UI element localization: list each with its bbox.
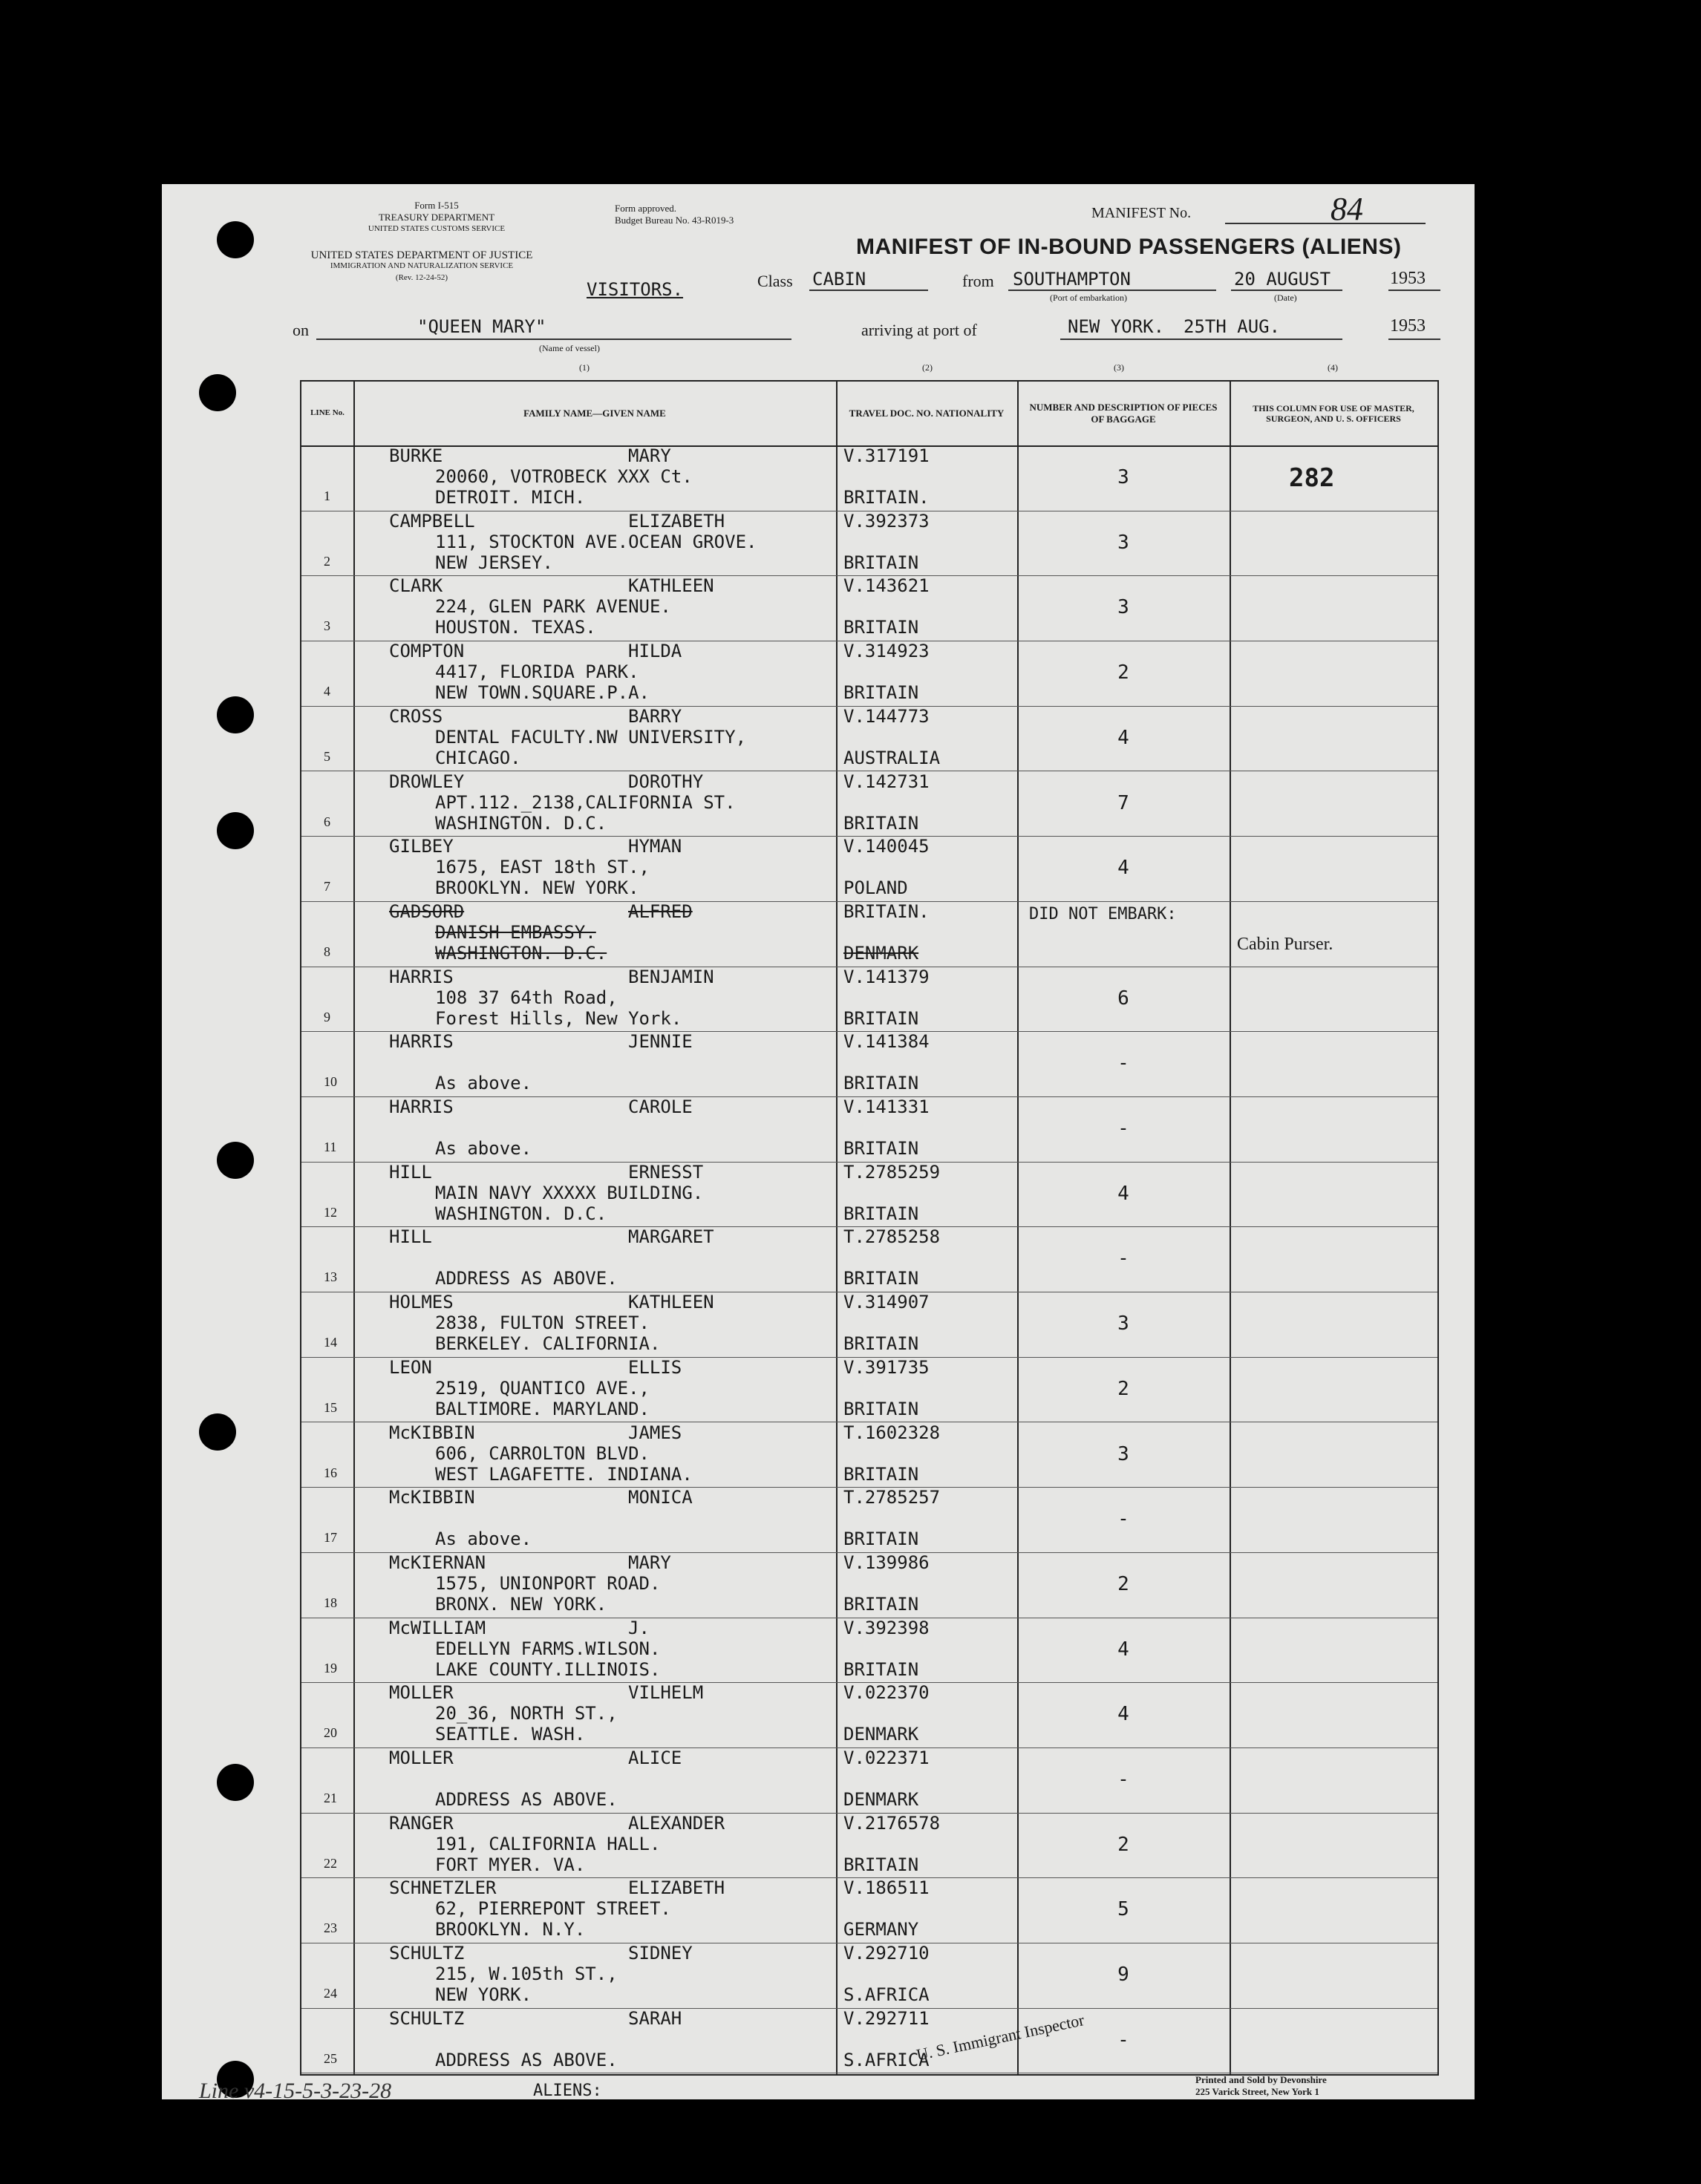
arriving-label: arriving at port of — [861, 321, 977, 339]
family-name: McKIBBIN — [389, 1422, 475, 1443]
from-line — [1008, 290, 1216, 291]
address-line-1: 1575, UNIONPORT ROAD. — [435, 1572, 661, 1594]
line-number: 15 — [324, 1399, 337, 1415]
travel-doc-no: V.139986 — [843, 1552, 930, 1573]
address-line-2: As above. — [435, 1529, 532, 1550]
nationality: AUSTRALIA — [843, 747, 941, 768]
table-row — [301, 641, 1437, 707]
given-name: ALEXANDER — [628, 1812, 725, 1834]
nationality: BRITAIN — [843, 1203, 919, 1224]
family-name: HOLMES — [389, 1292, 454, 1313]
address-line-1: DANISH EMBASSY. — [435, 921, 596, 943]
baggage-count: - — [1117, 1508, 1129, 1531]
nationality: S.AFRICA — [843, 1984, 930, 2006]
family-name: SCHULTZ — [389, 1943, 465, 1964]
baggage-count: 4 — [1117, 1703, 1129, 1726]
budget-bureau: Budget Bureau No. 43-R019-3 — [615, 215, 734, 226]
address-line-1: EDELLYN FARMS.WILSON. — [435, 1638, 661, 1659]
arrival-date: 25TH AUG. — [1183, 316, 1281, 337]
address-line-1: 20_36, NORTH ST., — [435, 1703, 618, 1724]
address-line-1: 191, CALIFORNIA HALL. — [435, 1833, 661, 1854]
manifest-label: MANIFEST No. — [1091, 205, 1192, 221]
family-name: CROSS — [389, 705, 443, 727]
class-line — [809, 290, 928, 291]
nationality: BRITAIN — [843, 1138, 919, 1159]
nationality: DENMARK — [843, 1724, 919, 1745]
nationality: BRITAIN — [843, 1268, 919, 1289]
family-name: McKIERNAN — [389, 1552, 486, 1573]
address-line-1: MAIN NAVY XXXXX BUILDING. — [435, 1182, 704, 1203]
table-row — [301, 1552, 1437, 1618]
table-row — [301, 1292, 1437, 1358]
line-number: 10 — [324, 1074, 337, 1090]
visitors-label: VISITORS. — [587, 279, 684, 300]
baggage-count: 3 — [1117, 1442, 1129, 1465]
given-name: SARAH — [628, 2007, 682, 2029]
table-row — [301, 1943, 1437, 2009]
address-line-2: As above. — [435, 1138, 532, 1159]
table-row — [301, 1618, 1437, 1684]
address-line-2: BRONX. NEW YORK. — [435, 1593, 607, 1615]
given-name: ELIZABETH — [628, 1877, 725, 1899]
col-num-4: (4) — [1328, 362, 1338, 373]
officer-note: 282 — [1289, 463, 1335, 493]
given-name: KATHLEEN — [628, 1292, 714, 1313]
vessel-name: "QUEEN MARY" — [417, 316, 546, 337]
nationality: BRITAIN — [843, 812, 919, 834]
travel-doc-no: V.144773 — [843, 705, 930, 727]
family-name: SCHULTZ — [389, 2007, 465, 2029]
line-number: 21 — [324, 1791, 337, 1805]
line-number: 14 — [324, 1335, 337, 1350]
family-name: HILL — [389, 1226, 432, 1248]
embark-date: 20 AUGUST — [1234, 269, 1331, 290]
class-value: CABIN — [812, 269, 866, 290]
header-baggage: NUMBER AND DESCRIPTION OF PIECES OF BAGGAGE — [1029, 402, 1218, 425]
family-name: SCHNETZLER — [389, 1877, 497, 1899]
travel-doc-no: T.2785257 — [843, 1487, 941, 1508]
address-line-2: ADDRESS AS ABOVE. — [435, 1268, 618, 1289]
table-row — [301, 706, 1437, 772]
baggage-count: - — [1117, 1117, 1129, 1140]
travel-doc-no: V.141331 — [843, 1096, 930, 1117]
line-number: 17 — [324, 1530, 337, 1546]
address-line-2: WEST LAGAFETTE. INDIANA. — [435, 1463, 693, 1485]
arrival-year: 1953 — [1390, 316, 1426, 336]
address-line-1: APT.112._2138,CALIFORNIA ST. — [435, 791, 736, 813]
address-line-1: 2838, FULTON STREET. — [435, 1312, 650, 1334]
given-name: BENJAMIN — [628, 966, 714, 987]
family-name: HARRIS — [389, 1031, 454, 1053]
nationality: DENMARK — [843, 1789, 919, 1810]
nationality: BRITAIN — [843, 1593, 919, 1615]
travel-doc-no: V.186511 — [843, 1877, 930, 1899]
table-row — [301, 1226, 1437, 1292]
baggage-count: 2 — [1117, 1833, 1129, 1856]
address-line-1: 224, GLEN PARK AVENUE. — [435, 596, 671, 618]
travel-doc-no: V.314907 — [843, 1292, 930, 1313]
baggage-count: 3 — [1117, 1312, 1129, 1335]
punch-hole — [217, 696, 254, 733]
address-line-2: DETROIT. MICH. — [435, 487, 586, 508]
line-number: 20 — [324, 1725, 337, 1741]
given-name: HILDA — [628, 641, 682, 662]
table-row — [301, 1877, 1437, 1943]
address-line-1: 1675, EAST 18th ST., — [435, 857, 650, 878]
given-name: VILHELM — [628, 1682, 704, 1704]
nationality: BRITAIN — [843, 1529, 919, 1550]
nationality: BRITAIN — [843, 1007, 919, 1029]
officer-note: Cabin Purser. — [1237, 934, 1333, 954]
given-name: J. — [628, 1617, 650, 1638]
address-line-1: 606, CARROLTON BLVD. — [435, 1442, 650, 1464]
address-line-2: WASHINGTON. D.C. — [435, 1203, 607, 1224]
baggage-count: 4 — [1117, 857, 1129, 880]
baggage-count: DID NOT EMBARK: — [1029, 904, 1177, 923]
given-name: MARY — [628, 1552, 671, 1573]
table-row — [301, 1162, 1437, 1228]
travel-doc-no: V.292711 — [843, 2007, 930, 2029]
family-name: MOLLER — [389, 1747, 454, 1768]
manifest-title: MANIFEST OF IN-BOUND PASSENGERS (ALIENS) — [856, 235, 1402, 259]
revision-date: (Rev. 12-24-52) — [395, 273, 448, 282]
vessel-line — [316, 339, 791, 340]
ins-service: IMMIGRATION AND NATURALIZATION SERVICE — [330, 261, 514, 270]
baggage-count: 2 — [1117, 1377, 1129, 1400]
nationality: BRITAIN — [843, 617, 919, 638]
nationality: S.AFRICA — [843, 2049, 930, 2070]
travel-doc-no: T.2785259 — [843, 1161, 941, 1183]
on-label: on — [293, 321, 309, 339]
line-number: 5 — [324, 748, 330, 764]
line-number: 6 — [324, 814, 330, 829]
line-number: 23 — [324, 1920, 337, 1936]
punch-hole — [199, 374, 236, 411]
address-line-1: 215, W.105th ST., — [435, 1964, 618, 1985]
nationality: DENMARK — [843, 942, 919, 964]
nationality: BRITAIN — [843, 1658, 919, 1680]
address-line-2: LAKE COUNTY.ILLINOIS. — [435, 1658, 661, 1680]
table-row — [301, 445, 1437, 511]
manifest-page — [162, 184, 1475, 2103]
baggage-count: 4 — [1117, 1638, 1129, 1661]
nationality: BRITAIN — [843, 1333, 919, 1355]
table-row — [301, 511, 1437, 577]
col-num-2: (2) — [922, 362, 933, 373]
travel-doc-no: T.1602328 — [843, 1422, 941, 1443]
address-line-1: 20060, VOTROBECK XXX Ct. — [435, 466, 693, 487]
from-port: SOUTHAMPTON — [1013, 269, 1131, 290]
family-name: COMPTON — [389, 641, 465, 662]
given-name: MARY — [628, 445, 671, 466]
line-number: 9 — [324, 1009, 330, 1024]
travel-doc-no: V.140045 — [843, 836, 930, 857]
table-row — [301, 1747, 1437, 1814]
given-name: ELLIS — [628, 1356, 682, 1378]
table-row — [301, 771, 1437, 837]
given-name: CAROLE — [628, 1096, 693, 1117]
line-number: 19 — [324, 1660, 337, 1675]
form-approved: Form approved. — [615, 203, 677, 214]
address-line-1: 108 37 64th Road, — [435, 987, 618, 1008]
family-name: RANGER — [389, 1812, 454, 1834]
family-name: BURKE — [389, 445, 443, 466]
family-name: CLARK — [389, 575, 443, 597]
family-name: GILBEY — [389, 836, 454, 857]
address-line-2: FORT MYER. VA. — [435, 1854, 586, 1875]
punch-hole — [217, 1764, 254, 1801]
table-row — [301, 1357, 1437, 1423]
address-line-2: ADDRESS AS ABOVE. — [435, 2049, 618, 2070]
year-line — [1388, 290, 1440, 291]
table-header — [301, 382, 1437, 447]
given-name: MARGARET — [628, 1226, 714, 1248]
col-num-3: (3) — [1114, 362, 1124, 373]
table-row — [301, 1096, 1437, 1163]
arrival-port: NEW YORK. — [1068, 316, 1165, 337]
address-line-2: CHICAGO. — [435, 747, 521, 768]
travel-doc-no: V.392398 — [843, 1617, 930, 1638]
address-line-1: 111, STOCKTON AVE.OCEAN GROVE. — [435, 531, 757, 552]
travel-doc-no: V.314923 — [843, 641, 930, 662]
family-name: MOLLER — [389, 1682, 454, 1704]
given-name: DOROTHY — [628, 771, 704, 792]
address-line-2: As above. — [435, 1073, 532, 1094]
address-line-2: BROOKLYN. N.Y. — [435, 1919, 586, 1941]
line-number: 2 — [324, 553, 330, 569]
line-number: 7 — [324, 879, 330, 895]
table-row — [301, 2008, 1437, 2074]
nationality: BRITAIN — [843, 1073, 919, 1094]
printer-line-2: 225 Varick Street, New York 1 — [1195, 2086, 1319, 2097]
baggage-count: 4 — [1117, 726, 1129, 749]
date-caption: (Date) — [1274, 292, 1297, 303]
col-num-1: (1) — [579, 362, 590, 373]
address-line-1: DENTAL FACULTY.NW UNIVERSITY, — [435, 726, 747, 748]
table-row — [301, 1813, 1437, 1879]
nationality: GERMANY — [843, 1919, 919, 1941]
nationality: BRITAIN — [843, 552, 919, 573]
table-row — [301, 1487, 1437, 1553]
address-line-2: HOUSTON. TEXAS. — [435, 617, 596, 638]
travel-doc-no: BRITAIN. — [843, 900, 930, 922]
justice-dept: UNITED STATES DEPARTMENT OF JUSTICE — [310, 249, 533, 261]
baggage-count: 3 — [1117, 531, 1129, 554]
given-name: ERNESST — [628, 1161, 704, 1183]
address-line-2: ADDRESS AS ABOVE. — [435, 1789, 618, 1810]
from-label: from — [962, 272, 994, 290]
address-line-2: NEW JERSEY. — [435, 552, 553, 573]
travel-doc-no: V.143621 — [843, 575, 930, 597]
header-officers: THIS COLUMN FOR USE OF MASTER, SURGEON, AND U. S. OFFICERS — [1253, 402, 1414, 424]
punch-hole — [217, 221, 254, 258]
nationality: BRITAIN. — [843, 487, 930, 508]
baggage-count: - — [1117, 1247, 1129, 1270]
baggage-count: - — [1117, 1052, 1129, 1075]
family-name: GADSORD — [389, 900, 465, 922]
line-number: 11 — [324, 1140, 337, 1154]
given-name: JAMES — [628, 1422, 682, 1443]
nationality: BRITAIN — [843, 1463, 919, 1485]
passenger-table — [300, 380, 1439, 2076]
baggage-count: - — [1117, 1768, 1129, 1791]
travel-doc-no: V.141379 — [843, 966, 930, 987]
punch-hole — [217, 812, 254, 849]
given-name: BARRY — [628, 705, 682, 727]
nationality: BRITAIN — [843, 1398, 919, 1419]
address-line-2: NEW TOWN.SQUARE.P.A. — [435, 682, 650, 704]
travel-doc-no: V.142731 — [843, 771, 930, 792]
baggage-count: 6 — [1117, 987, 1129, 1010]
given-name: JENNIE — [628, 1031, 693, 1053]
travel-doc-no: T.2785258 — [843, 1226, 941, 1248]
travel-doc-no: V.292710 — [843, 1943, 930, 1964]
family-name: HARRIS — [389, 966, 454, 987]
address-line-2: WASHINGTON. D.C. — [435, 942, 607, 964]
table-row — [301, 836, 1437, 902]
table-row — [301, 575, 1437, 641]
travel-doc-no: V.391735 — [843, 1356, 930, 1378]
class-label: Class — [757, 272, 793, 290]
address-line-1: 2519, QUANTICO AVE., — [435, 1377, 650, 1399]
baggage-count: 5 — [1117, 1898, 1129, 1921]
nationality: BRITAIN — [843, 682, 919, 704]
travel-doc-no: V.2176578 — [843, 1812, 941, 1834]
line-number: 13 — [324, 1269, 337, 1285]
nationality: BRITAIN — [843, 1854, 919, 1875]
address-line-2: Forest Hills, New York. — [435, 1007, 682, 1029]
nationality: POLAND — [843, 877, 908, 899]
from-caption: (Port of embarkation) — [1050, 292, 1127, 303]
date-line — [1231, 290, 1342, 291]
travel-doc-no: V.317191 — [843, 445, 930, 466]
line-number: 3 — [324, 618, 330, 634]
header-doc: TRAVEL DOC. NO. NATIONALITY — [849, 408, 1005, 419]
table-row — [301, 967, 1437, 1033]
baggage-count: 3 — [1117, 466, 1129, 488]
manifest-number: 84 — [1331, 191, 1363, 227]
line-number: 24 — [324, 1986, 337, 2001]
family-name: DROWLEY — [389, 771, 465, 792]
address-line-2: BERKELEY. CALIFORNIA. — [435, 1333, 661, 1355]
customs-service: UNITED STATES CUSTOMS SERVICE — [368, 224, 506, 233]
header-name: FAMILY NAME—GIVEN NAME — [523, 408, 666, 419]
baggage-count: 2 — [1117, 1572, 1129, 1595]
travel-doc-no: V.392373 — [843, 510, 930, 532]
table-row — [301, 1682, 1437, 1748]
family-name: McWILLIAM — [389, 1617, 486, 1638]
given-name: MONICA — [628, 1487, 693, 1508]
line-number: 18 — [324, 1595, 337, 1610]
vessel-caption: (Name of vessel) — [539, 343, 600, 353]
form-number: Form I-515 — [414, 200, 459, 211]
family-name: HILL — [389, 1161, 432, 1183]
given-name: ELIZABETH — [628, 510, 725, 532]
address-line-2: WASHINGTON. D.C. — [435, 812, 607, 834]
baggage-count: 4 — [1117, 1182, 1129, 1205]
header-line-no: LINE No. — [310, 408, 345, 418]
family-name: McKIBBIN — [389, 1487, 475, 1508]
family-name: HARRIS — [389, 1096, 454, 1117]
manifest-number-line — [1225, 223, 1426, 224]
address-line-2: BROOKLYN. NEW YORK. — [435, 877, 639, 899]
line-number: 1 — [324, 488, 330, 503]
baggage-count: 7 — [1117, 791, 1129, 814]
aliens-label: ALIENS: — [533, 2082, 602, 2100]
printer-line-1: Printed and Sold by Devonshire — [1195, 2074, 1327, 2085]
given-name: ALFRED — [628, 900, 693, 922]
handwritten-line-note: Line v4-15-5-3-23-28 — [199, 2079, 392, 2103]
arrival-line — [1060, 339, 1342, 340]
baggage-count: - — [1117, 2028, 1129, 2051]
given-name: HYMAN — [628, 836, 682, 857]
given-name: ALICE — [628, 1747, 682, 1768]
baggage-count: 2 — [1117, 661, 1129, 684]
inspector-caption: U. S. Immigrant Inspector — [915, 2010, 1086, 2064]
address-line-2: SEATTLE. WASH. — [435, 1724, 586, 1745]
line-number: 4 — [324, 684, 330, 699]
given-name: SIDNEY — [628, 1943, 693, 1964]
line-number: 25 — [324, 2050, 337, 2066]
travel-doc-no: V.022371 — [843, 1747, 930, 1768]
address-line-1: 4417, FLORIDA PARK. — [435, 661, 639, 683]
travel-doc-no: V.141384 — [843, 1031, 930, 1053]
baggage-count: 9 — [1117, 1964, 1129, 1987]
baggage-count: 3 — [1117, 596, 1129, 619]
line-number: 16 — [324, 1465, 337, 1480]
punch-hole — [199, 1413, 236, 1451]
line-number: 12 — [324, 1204, 337, 1220]
line-number: 22 — [324, 1855, 337, 1871]
line-number: 8 — [324, 944, 330, 959]
address-line-2: NEW YORK. — [435, 1984, 532, 2006]
arrival-year-line — [1388, 339, 1440, 340]
travel-doc-no: V.022370 — [843, 1682, 930, 1704]
family-name: LEON — [389, 1356, 432, 1378]
address-line-2: BALTIMORE. MARYLAND. — [435, 1398, 650, 1419]
family-name: CAMPBELL — [389, 510, 475, 532]
table-row — [301, 901, 1437, 967]
table-row — [301, 1031, 1437, 1097]
given-name: KATHLEEN — [628, 575, 714, 597]
punch-hole — [217, 1142, 254, 1179]
address-line-1: 62, PIERREPONT STREET. — [435, 1898, 671, 1920]
embark-year: 1953 — [1390, 269, 1426, 288]
table-row — [301, 1422, 1437, 1488]
treasury-dept: TREASURY DEPARTMENT — [378, 212, 495, 223]
